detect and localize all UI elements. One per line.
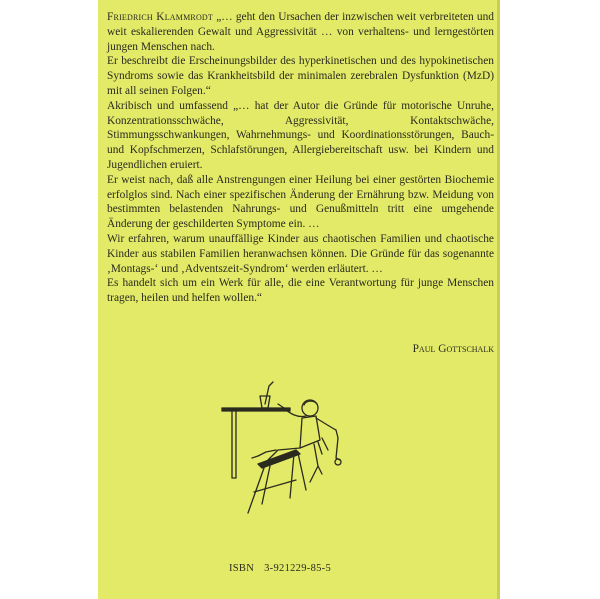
blurb-paragraph-4: Er weist nach, daß alle Anstrengungen einer Heilung bei einer gestörten Biochemie erfolglos sind. Nach einer spezifischen Änderung der Ernährung bzw. Meidung von bestimmten belastenden Nahrungs- und Genußmitteln tritt eine umgehende Änderung der geschilderten Symptome ein. …	[107, 173, 494, 231]
isbn-label: ISBN	[229, 563, 255, 574]
author-name: Friedrich Klammrodt	[107, 11, 213, 23]
isbn-number: 3-921229-85-5	[264, 563, 332, 574]
signature: Paul Gottschalk	[412, 343, 494, 355]
isbn	[229, 563, 331, 574]
blurb-paragraph-6: Es handelt sich um ein Werk für alle, die eine Verantwortung für junge Menschen tragen, heilen und helfen wollen.“	[107, 277, 494, 305]
blurb-paragraph-1	[107, 10, 494, 54]
blurb-paragraph-5: Wir erfahren, warum unauffällige Kinder aus chaotischen Familien und chaotische Kinder aus stabilen Familien heranwachsen können. Die Gründe für das sogenannte ‚Montags-‘ und ‚Adventszeit-Syndrom‘ werden erläutert. …	[107, 232, 494, 275]
blurb-text	[107, 10, 494, 306]
blurb-paragraph-3: Akribisch und umfassend „… hat der Autor die Gründe für motorische Unruhe, Konzentrationsschwäche, Aggressivität, Kontaktschwäche, Stimmungsschwankungen, Wahrnehmungs- und Koordinationsstörungen, Bauch- und Kopfschmerzen, Schlafstörungen, Allergiebereitschaft usw. bei Kindern und Jugendlichen eruiert.	[107, 99, 494, 171]
blurb-paragraph-2: Er beschreibt die Erscheinungsbilder des hyperkinetischen und des hypokinetischen Syndroms sowie das Krankheitsbild der minimalen zerebralen Dysfunktion (MzD) mit all seinen Folgen.“	[107, 55, 494, 97]
fidgeting-child-illustration	[218, 378, 368, 518]
book-back-cover	[98, 0, 500, 599]
blurb-paragraph-1-text: „… geht den Ursachen der inzwischen weit verbreiteten und weit eskalierenden Gewalt und Aggressivität … von verhaltens- und lerngestörten jungen Menschen nach.	[107, 11, 495, 53]
